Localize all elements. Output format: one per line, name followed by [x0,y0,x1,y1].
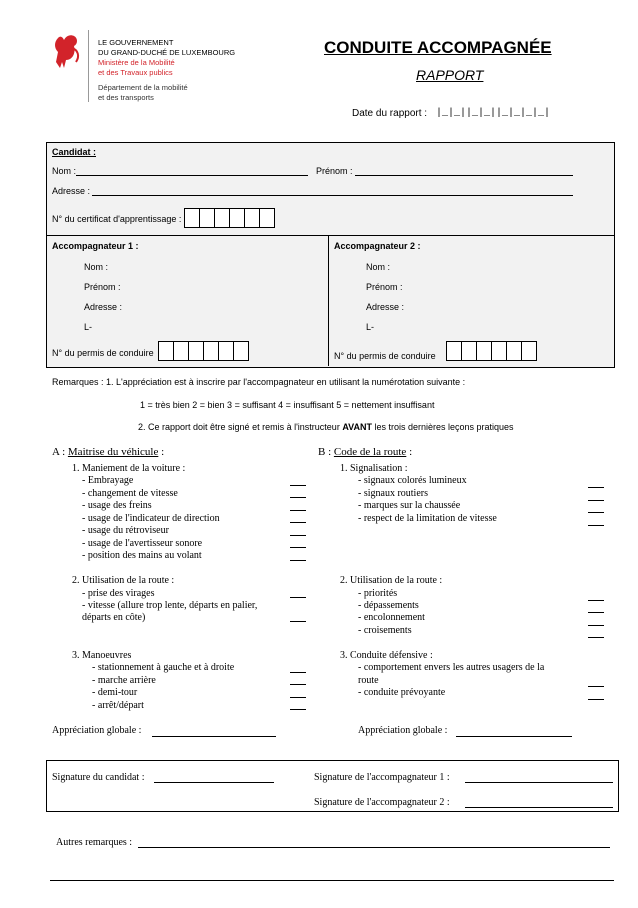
rating-field[interactable] [290,597,306,598]
other-remarks-field-2[interactable] [50,880,614,881]
accomp1-heading: Accompagnateur 1 : [52,241,139,251]
candidate-prenom-field[interactable] [355,175,573,176]
a-group1-title: 1. Maniement de la voiture : [72,463,186,474]
accomp2-l-label: L- [366,322,375,332]
list-item: - priorités [358,588,398,599]
list-item: départs en côte) [82,612,146,623]
accomp2-adresse-label: Adresse : [366,302,405,312]
candidate-adresse-field[interactable] [92,195,573,196]
accomp1-permis-label: N° du permis de conduire [52,348,154,358]
candidate-nom-label: Nom : [52,166,77,176]
list-item: - marques sur la chaussée [358,500,461,511]
list-item: route [358,675,379,686]
remark-2: 2. Ce rapport doit être signé et remis à l'instructeur AVANT les trois dernières leçons pratiques [138,422,514,432]
accomp-divider [328,235,329,366]
accomp2-heading: Accompagnateur 2 : [334,241,421,251]
list-item: - stationnement à gauche et à droite [92,662,235,673]
a-global-label: Appréciation globale : [52,725,142,736]
list-item: - position des mains au volant [82,550,202,561]
list-item: - prise des virages [82,588,155,599]
b-global-field[interactable] [456,736,572,737]
list-item: - Embrayage [82,475,134,486]
rating-field[interactable] [588,637,604,638]
other-remarks-field[interactable] [138,847,610,848]
accomp2-permis-label: N° du permis de conduire [334,351,436,361]
list-item: - signaux routiers [358,488,428,499]
list-item: - croisements [358,625,412,636]
certificat-label: N° du certificat d'apprentissage : [52,214,182,224]
accomp2-prenom-label: Prénom : [366,282,403,292]
page-title: CONDUITE ACCOMPAGNÉE [324,38,552,57]
other-remarks-label: Autres remarques : [56,837,133,848]
candidate-nom-field[interactable] [76,175,308,176]
date-label: Date du rapport : [352,108,428,119]
candidate-divider [46,235,615,236]
section-a-heading: A : Maitrise du véhicule : [52,446,165,458]
header-divider [88,30,89,102]
candidate-prenom-label: Prénom : [316,166,353,176]
list-item: - marche arrière [92,675,156,686]
list-item: - respect de la limitation de vitesse [358,513,497,524]
rating-field[interactable] [290,510,306,511]
b-group1-title: 1. Signalisation : [340,463,408,474]
rating-field[interactable] [290,621,306,622]
accomp1-adresse-label: Adresse : [84,302,123,312]
rating-field[interactable] [290,547,306,548]
accomp2-permis-field[interactable] [446,341,537,361]
list-item: - usage de l'avertisseur sonore [82,538,203,549]
list-item: - encolonnement [358,612,425,623]
candidate-heading: Candidat : [52,147,96,157]
list-item: - changement de vitesse [82,488,178,499]
signature-accomp2-field[interactable] [465,807,613,808]
accomp1-prenom-label: Prénom : [84,282,121,292]
signature-accomp2-label: Signature de l'accompagnateur 2 : [314,797,450,808]
list-item: - signaux colorés lumineux [358,475,467,486]
rating-field[interactable] [588,525,604,526]
list-item: - usage du rétroviseur [82,525,169,536]
list-item: - dépassements [358,600,419,611]
rating-field[interactable] [588,487,604,488]
accomp2-nom-label: Nom : [366,262,391,272]
list-item: - arrêt/départ [92,700,144,711]
rating-field[interactable] [290,672,306,673]
candidate-adresse-label: Adresse : [52,186,91,196]
b-global-label: Appréciation globale : [358,725,448,736]
department-name: Département de la mobilité et des transports [98,83,188,102]
list-item: - usage des freins [82,500,152,511]
list-item: - usage de l'indicateur de direction [82,513,220,524]
section-b-heading: B : Code de la route : [318,446,413,458]
accomp1-l-label: L- [84,322,93,332]
government-name: LE GOUVERNEMENT DU GRAND-DUCHÉ DE LUXEMBOURG Ministère de la Mobilité et des Travaux publics [98,38,236,77]
lion-logo [50,32,82,72]
rating-field[interactable] [588,699,604,700]
signature-accomp1-field[interactable] [465,782,613,783]
rating-field[interactable] [290,535,306,536]
rating-field[interactable] [290,485,306,486]
signature-candidat-label: Signature du candidat : [52,772,145,783]
rating-field[interactable] [290,560,306,561]
rating-field[interactable] [290,709,306,710]
rating-scale: 1 = très bien 2 = bien 3 = suffisant 4 = insuffisant 5 = nettement insuffisant [140,400,435,410]
list-item: - conduite prévoyante [358,687,446,698]
rating-field[interactable] [588,625,604,626]
accomp1-nom-label: Nom : [84,262,109,272]
list-item: - vitesse (allure trop lente, départs en palier, [82,600,258,611]
list-item: - demi-tour [92,687,138,698]
rating-field[interactable] [588,600,604,601]
b-group3-title: 3. Conduite défensive : [340,650,433,661]
signature-accomp1-label: Signature de l'accompagnateur 1 : [314,772,450,783]
accomp1-permis-field[interactable] [158,341,249,361]
b-group2-title: 2. Utilisation de la route : [340,575,443,586]
signature-candidat-field[interactable] [154,782,274,783]
rating-field[interactable] [290,684,306,685]
rating-field[interactable] [588,512,604,513]
rating-field[interactable] [290,522,306,523]
a-group3-title: 3. Manoeuvres [72,650,132,661]
rating-field[interactable] [588,500,604,501]
rating-field[interactable] [588,686,604,687]
certificat-number-field[interactable] [184,208,275,228]
rating-field[interactable] [290,497,306,498]
a-global-field[interactable] [152,736,276,737]
remark-1: Remarques : 1. L'appréciation est à inscrire par l'accompagnateur en utilisant la numérotation suivante : [52,377,466,387]
page-subtitle: RAPPORT [416,67,484,83]
date-field[interactable]: |_|_||_|_||_|_|_|_| [436,108,551,119]
rating-field[interactable] [588,612,604,613]
rating-field[interactable] [290,697,306,698]
list-item: - comportement envers les autres usagers de la [358,662,545,673]
a-group2-title: 2. Utilisation de la route : [72,575,175,586]
